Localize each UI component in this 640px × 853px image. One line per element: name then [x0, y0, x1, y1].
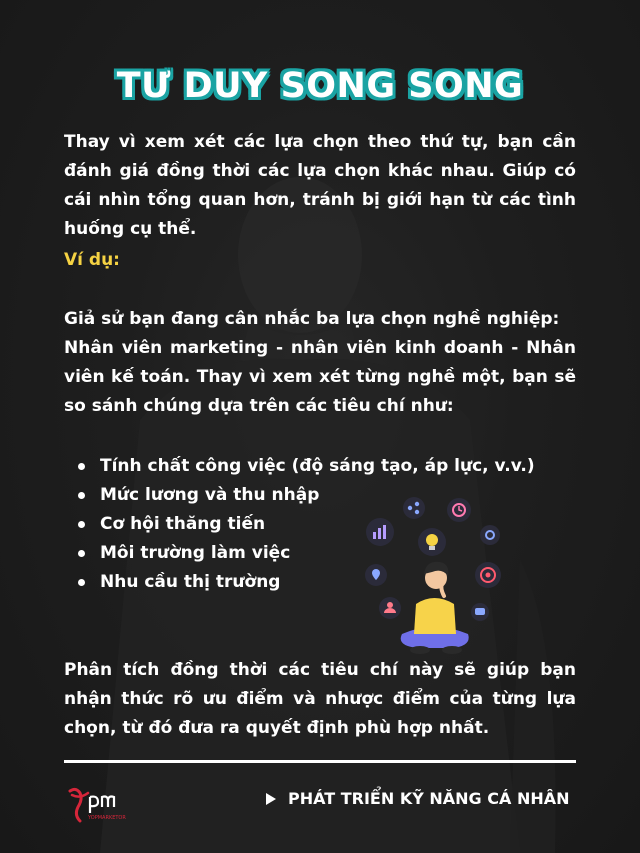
chat-icon [471, 603, 489, 621]
criteria-item-label: Tính chất công việc (độ sáng tạo, áp lực, v.v.) [100, 456, 535, 476]
location-pin-icon [365, 564, 387, 586]
gear-icon [480, 525, 500, 545]
target-icon [475, 562, 501, 588]
bullet-icon [78, 492, 85, 499]
thinking-person-illustration [356, 492, 506, 657]
brand-logo [66, 785, 140, 825]
conclusion-paragraph: Phân tích đồng thời các tiêu chí này sẽ giúp bạn nhận thức rõ ưu điểm và nhược điểm của từng lựa chọn, từ đó đưa ra quyết định phù hợp nhất. [64, 660, 576, 738]
user-icon [379, 597, 401, 619]
criteria-item-label: Cơ hội thăng tiến [100, 514, 266, 534]
criteria-item-label: Môi trường làm việc [100, 543, 291, 563]
page-title: TƯ DUY SONG SONG [116, 66, 524, 106]
play-arrow-icon [266, 793, 276, 805]
example-intro-line: Giả sử bạn đang cân nhắc ba lựa chọn nghề nghiệp: [64, 309, 560, 329]
lightbulb-icon [418, 528, 446, 556]
criteria-item-label: Nhu cầu thị trường [100, 572, 281, 592]
chart-icon [366, 518, 394, 546]
criteria-item-label: Mức lương và thu nhập [100, 485, 320, 505]
clock-icon [447, 498, 471, 522]
intro-paragraph: Thay vì xem xét các lựa chọn theo thứ tự, bạn cần đánh giá đồng thời các lựa chọn khác nhau. Giúp có cái nhìn tổng quan hơn, tránh bị giới hạn từ các tình huống cụ thể. [64, 132, 576, 239]
footer-label: PHÁT TRIỂN KỸ NĂNG CÁ NHÂN [288, 789, 570, 808]
example-label: Ví dụ: [64, 250, 120, 270]
share-icon [403, 497, 425, 519]
bullet-icon [78, 550, 85, 557]
bullet-icon [78, 521, 85, 528]
bullet-icon [78, 579, 85, 586]
footer-divider [64, 760, 576, 763]
example-paragraph: Nhân viên marketing - nhân viên kinh doanh - Nhân viên kế toán. Thay vì xem xét từng nghề một, bạn sẽ so sánh chúng dựa trên các tiêu chí như: [64, 338, 576, 416]
bullet-icon [78, 463, 85, 470]
footer-tag [266, 789, 576, 808]
logo-subtext: YOPMARKETOR [88, 815, 126, 821]
list-item [72, 452, 535, 481]
person-figure [401, 562, 469, 654]
